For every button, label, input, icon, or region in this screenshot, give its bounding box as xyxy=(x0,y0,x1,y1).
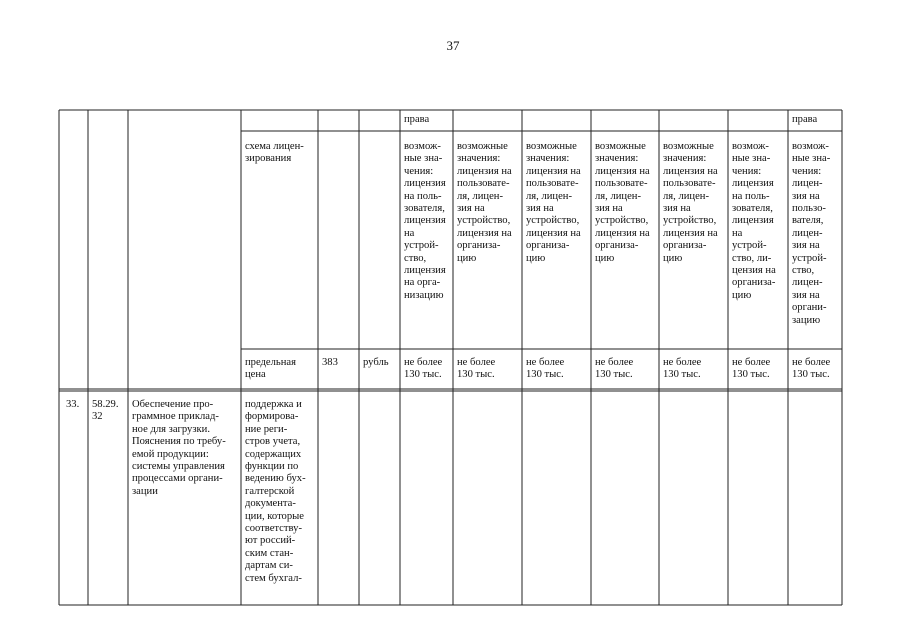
licensing-value-line: лицензия xyxy=(404,215,446,227)
licensing-value-line: зия на xyxy=(595,203,623,215)
licensing-value-line: значения: xyxy=(663,153,707,165)
licensing-value-line: значения: xyxy=(595,153,639,165)
licensing-value-line: устройство, xyxy=(457,215,511,227)
characteristic-line: формирова- xyxy=(245,411,299,423)
price-value-col-7 xyxy=(792,357,830,382)
cell-prava-1: права xyxy=(404,114,430,125)
price-value-line: 130 тыс. xyxy=(595,369,633,381)
price-value-line: 130 тыс. xyxy=(526,369,564,381)
product-name-line: граммное приклад- xyxy=(132,411,219,423)
licensing-value-line: на xyxy=(404,227,415,239)
price-value-line: не более xyxy=(404,357,443,368)
licensing-value-line: на xyxy=(732,227,743,239)
licensing-value-line: низацию xyxy=(404,289,444,301)
price-value-line: 130 тыс. xyxy=(792,369,830,381)
licensing-value-line: возмож- xyxy=(404,141,441,152)
cell-prava-2: права xyxy=(792,114,818,125)
licensing-value-line: лицензия xyxy=(404,178,446,190)
licensing-value-line: возмож- xyxy=(792,141,829,152)
licensing-value-line: устрой- xyxy=(732,240,767,252)
price-value-line: не более xyxy=(526,357,565,368)
product-characteristic xyxy=(245,399,306,585)
licensing-value-line: зователя, xyxy=(732,203,773,215)
product-name-line: зации xyxy=(132,485,158,497)
price-value-line: не более xyxy=(792,357,831,368)
licensing-value-line: органи- xyxy=(792,302,827,314)
licensing-value-line: зователя, xyxy=(404,203,445,215)
licensing-scheme-label: схема лицен- зирования xyxy=(245,141,304,165)
licensing-value-line: зия на xyxy=(526,203,554,215)
licensing-value-line: возможные xyxy=(595,141,646,152)
licensing-value-line: значения: xyxy=(526,153,570,165)
characteristic-line: ние реги- xyxy=(245,423,288,435)
licensing-value-line: лицензия на xyxy=(595,227,650,239)
licensing-value-line: значения: xyxy=(457,153,501,165)
okei-code: 383 xyxy=(322,357,338,368)
licensing-values-col-5 xyxy=(663,141,718,265)
product-name-line: емой продукции: xyxy=(132,448,209,460)
licensing-value-line: ные зна- xyxy=(732,153,771,165)
licensing-value-line: чения: xyxy=(404,165,434,177)
licensing-value-line: зия на xyxy=(792,289,820,301)
licensing-value-line: ство, ли- xyxy=(732,252,772,264)
licensing-value-line: цию xyxy=(595,252,615,264)
licensing-value-line: лицензия xyxy=(404,265,446,277)
characteristic-line: стров учета, xyxy=(245,436,301,448)
licensing-value-line: лицен- xyxy=(792,227,823,239)
price-value-col-4 xyxy=(595,357,633,382)
licensing-value-line: лицензия на xyxy=(663,227,718,239)
licensing-values-col-3 xyxy=(526,141,581,265)
product-name-line: процессами органи- xyxy=(132,473,223,485)
characteristic-line: поддержка и xyxy=(245,399,302,410)
licensing-value-line: ля, лицен- xyxy=(457,190,503,202)
price-value-col-1 xyxy=(404,357,442,382)
price-value-line: не более xyxy=(663,357,702,368)
licensing-value-line: организа- xyxy=(526,240,570,252)
product-name-line: Обеспечение про- xyxy=(132,399,214,410)
characteristic-line: галтерской xyxy=(245,485,295,497)
licensing-values-col-7 xyxy=(792,141,830,327)
characteristic-line: стем бухгал- xyxy=(245,572,302,584)
characteristic-line: соответству- xyxy=(245,523,302,535)
licensing-value-line: устрой- xyxy=(404,240,439,252)
licensing-value-line: пользовате- xyxy=(663,178,716,190)
price-limit-label: предельная цена xyxy=(245,357,296,381)
licensing-value-line: пользо- xyxy=(792,203,826,215)
licensing-value-line: зия на xyxy=(792,240,820,252)
licensing-value-line: цию xyxy=(732,289,752,301)
licensing-value-line: ство, xyxy=(404,252,427,264)
licensing-value-line: пользовате- xyxy=(457,178,510,190)
licensing-value-line: ные зна- xyxy=(404,153,443,165)
licensing-value-line: на орга- xyxy=(404,277,441,289)
licensing-value-line: цию xyxy=(663,252,683,264)
price-value-line: 130 тыс. xyxy=(732,369,770,381)
licensing-value-line: лицензия на xyxy=(526,165,581,177)
licensing-value-line: возможные xyxy=(663,141,714,152)
licensing-value-line: устройство, xyxy=(595,215,649,227)
price-value-line: 130 тыс. xyxy=(457,369,495,381)
price-value-col-5 xyxy=(663,357,701,382)
licensing-value-line: зия на xyxy=(663,203,691,215)
licensing-value-line: цию xyxy=(526,252,546,264)
licensing-value-line: лицензия на xyxy=(663,165,718,177)
licensing-value-line: ные зна- xyxy=(792,153,831,165)
licensing-values-col-2 xyxy=(457,141,512,265)
okpd-code: 58.29. 32 xyxy=(92,399,119,423)
characteristic-line: функции по xyxy=(245,461,299,473)
price-value-line: 130 тыс. xyxy=(663,369,701,381)
licensing-value-line: ля, лицен- xyxy=(663,190,709,202)
licensing-value-line: лицен- xyxy=(792,277,823,289)
licensing-values-col-6 xyxy=(732,141,776,302)
price-value-col-2 xyxy=(457,357,495,382)
licensing-values-col-1 xyxy=(404,141,446,302)
product-name-line: системы управления xyxy=(132,461,225,473)
licensing-value-line: ля, лицен- xyxy=(526,190,572,202)
characteristic-line: ским стан- xyxy=(245,547,294,559)
licensing-value-line: лицензия на xyxy=(595,165,650,177)
product-name-line: Пояснения по требу- xyxy=(132,436,226,448)
licensing-value-line: зацию xyxy=(792,314,821,326)
price-value-line: не более xyxy=(457,357,496,368)
licensing-value-line: лицен- xyxy=(792,178,823,190)
licensing-value-line: цию xyxy=(457,252,477,264)
licensing-value-line: цензия на xyxy=(732,265,776,277)
licensing-value-line: организа- xyxy=(732,277,776,289)
licensing-value-line: лицензия xyxy=(732,178,774,190)
licensing-value-line: чения: xyxy=(792,165,822,177)
price-value-col-6 xyxy=(732,357,770,382)
price-value-line: не более xyxy=(595,357,634,368)
characteristic-line: дартам си- xyxy=(245,560,293,572)
licensing-value-line: лицензия на xyxy=(457,165,512,177)
licensing-value-line: лицензия на xyxy=(526,227,581,239)
price-value-col-3 xyxy=(526,357,564,382)
product-name xyxy=(132,399,226,498)
licensing-value-line: возмож- xyxy=(732,141,769,152)
licensing-value-line: лицензия на xyxy=(457,227,512,239)
licensing-value-line: устройство, xyxy=(526,215,580,227)
licensing-value-line: возможные xyxy=(457,141,508,152)
characteristic-line: содержащих xyxy=(245,448,302,460)
licensing-value-line: пользовате- xyxy=(595,178,648,190)
licensing-value-line: организа- xyxy=(457,240,501,252)
characteristic-line: ции, которые xyxy=(245,510,304,522)
price-value-line: 130 тыс. xyxy=(404,369,442,381)
licensing-value-line: устройство, xyxy=(663,215,717,227)
product-name-line: ное для загрузки. xyxy=(132,423,210,435)
unit-name: рубль xyxy=(363,357,389,368)
licensing-values-col-4 xyxy=(595,141,650,265)
licensing-value-line: на поль- xyxy=(732,190,770,202)
licensing-value-line: зия на xyxy=(792,190,820,202)
licensing-value-line: организа- xyxy=(595,240,639,252)
licensing-value-line: ство, xyxy=(792,265,815,277)
licensing-value-line: чения: xyxy=(732,165,762,177)
licensing-value-line: организа- xyxy=(663,240,707,252)
price-value-line: не более xyxy=(732,357,771,368)
licensing-value-line: пользовате- xyxy=(526,178,579,190)
characteristic-line: документа- xyxy=(245,498,296,510)
licensing-value-line: зия на xyxy=(457,203,485,215)
licensing-value-line: ля, лицен- xyxy=(595,190,641,202)
licensing-value-line: лицензия xyxy=(732,215,774,227)
licensing-value-line: устрой- xyxy=(792,252,827,264)
characteristic-line: ют россий- xyxy=(245,535,296,547)
licensing-value-line: возможные xyxy=(526,141,577,152)
licensing-value-line: на поль- xyxy=(404,190,442,202)
characteristic-line: ведению бух- xyxy=(245,473,306,485)
row-number: 33. xyxy=(66,399,80,410)
licensing-value-line: вателя, xyxy=(792,215,824,227)
page-number: 37 xyxy=(446,38,460,53)
